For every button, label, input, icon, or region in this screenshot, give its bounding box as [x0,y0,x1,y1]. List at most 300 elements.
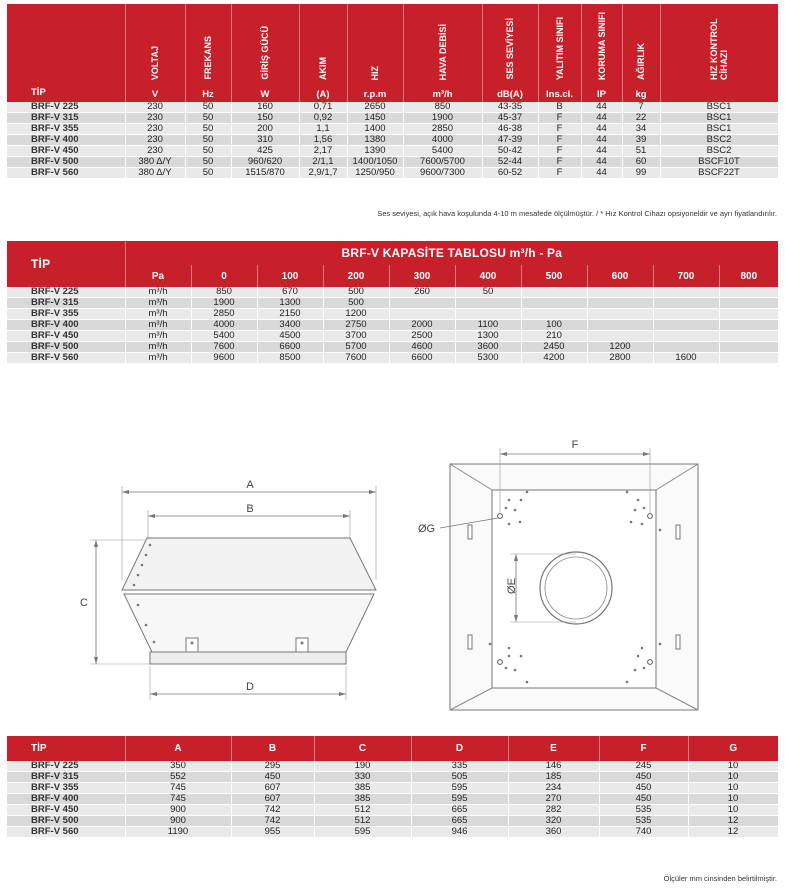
table-cell: 50 [185,102,231,113]
table-cell: 955 [231,827,314,838]
table-cell: 39 [622,135,660,146]
table-cell: 50 [455,287,521,298]
table-row [7,102,778,113]
table-row [7,146,778,157]
table-cell: 1900 [403,113,482,124]
table-cell: 5300 [455,353,521,364]
table-cell: 260 [389,287,455,298]
row-tip: BRF-V 560 [7,353,125,364]
pressure-header: 100 [257,265,323,287]
pressure-header: 700 [653,265,719,287]
table-cell: 1250/950 [347,168,403,179]
row-tip: BRF-V 315 [7,772,125,783]
table-cell: 8500 [257,353,323,364]
row-tip: BRF-V 355 [7,124,125,135]
table-cell: 3400 [257,320,323,331]
fan-body [124,594,374,652]
row-tip: BRF-V 500 [7,157,125,168]
table-cell: 5400 [191,331,257,342]
spec-table-body [7,102,778,179]
table-cell: 1380 [347,135,403,146]
side-view-drawing [90,486,376,700]
table-cell: 500 [323,287,389,298]
table-cell: 2000 [389,320,455,331]
table-cell: 450 [231,772,314,783]
table-cell: F [538,146,581,157]
table-row [7,157,778,168]
spec-unit: V [125,87,185,102]
table-cell: 50 [185,124,231,135]
table-cell: 7600 [191,342,257,353]
dimension-col-header: A [125,736,231,761]
table-cell [719,331,778,342]
table-cell: 2800 [587,353,653,364]
table-cell: F [538,135,581,146]
dimension-table [7,736,779,838]
pressure-header: 500 [521,265,587,287]
table-cell: F [538,124,581,135]
table-cell: 146 [508,761,599,772]
spec-col-header: GİRİŞ GÜCÜ [231,4,299,87]
table-cell: 946 [411,827,508,838]
table-cell: 450 [599,783,688,794]
table-cell: 1,1 [299,124,347,135]
table-cell: 282 [508,805,599,816]
capacity-tip-header: TİP [7,241,125,287]
spec-unit: Hz [185,87,231,102]
table-cell: 6600 [389,353,455,364]
table-cell: BSC2 [660,135,778,146]
table-cell: 50 [185,168,231,179]
table-cell: 99 [622,168,660,179]
table-row [7,761,778,772]
table-cell: 10 [688,783,778,794]
row-tip: BRF-V 450 [7,146,125,157]
table-cell: 535 [599,805,688,816]
table-row [7,135,778,146]
table-cell: 44 [581,157,622,168]
table-cell: 380 Δ/Y [125,157,185,168]
table-cell: 44 [581,168,622,179]
table-cell: 50-42 [482,146,538,157]
row-tip: BRF-V 500 [7,342,125,353]
table-cell: 230 [125,146,185,157]
table-cell: 50 [185,135,231,146]
table-row [7,331,778,342]
table-cell: 310 [231,135,299,146]
table-cell: 1100 [455,320,521,331]
table-cell: 1400 [347,124,403,135]
table-cell: 745 [125,794,231,805]
table-cell: 10 [688,761,778,772]
spec-col-header: KORUMA SINIFI [581,4,622,87]
table-row [7,783,778,794]
table-row [7,124,778,135]
table-cell [587,309,653,320]
table-cell: 512 [314,805,411,816]
row-tip: BRF-V 500 [7,816,125,827]
table-cell: 742 [231,805,314,816]
pressure-header: 200 [323,265,389,287]
table-cell: 595 [411,783,508,794]
table-cell: B [538,102,581,113]
capacity-title: BRF-V KAPASİTE TABLOSU m³/h - Pa [125,241,778,265]
row-tip: BRF-V 560 [7,168,125,179]
table-cell: 51 [622,146,660,157]
spec-col-header: AKIM [299,4,347,87]
table-cell: 7600 [323,353,389,364]
table-cell: 44 [581,135,622,146]
fan-base-plate [150,652,346,664]
table-cell: 2,17 [299,146,347,157]
dimension-tip-header: TİP [7,736,125,761]
row-tip: BRF-V 355 [7,309,125,320]
table-cell: 185 [508,772,599,783]
table-row [7,772,778,783]
table-cell: 50 [185,157,231,168]
table-cell: F [538,168,581,179]
table-cell: 5700 [323,342,389,353]
table-cell [719,342,778,353]
table-cell: 0,92 [299,113,347,124]
label-d: D [246,681,254,693]
row-unit: m³/h [125,320,191,331]
table-cell: 1190 [125,827,231,838]
row-unit: m³/h [125,331,191,342]
table-cell: 0,71 [299,102,347,113]
table-row [7,320,778,331]
table-cell [653,309,719,320]
units-note: Ölçüler mm cinsinden belirtilmiştir. [663,874,777,883]
row-unit: m³/h [125,298,191,309]
table-cell: 1600 [653,353,719,364]
table-cell: 335 [411,761,508,772]
table-cell: 1515/870 [231,168,299,179]
row-tip: BRF-V 560 [7,827,125,838]
table-cell: BSCF10T [660,157,778,168]
table-cell: 7600/5700 [403,157,482,168]
table-cell [587,331,653,342]
table-row [7,298,778,309]
row-tip: BRF-V 450 [7,805,125,816]
table-cell: 7 [622,102,660,113]
table-cell: 330 [314,772,411,783]
spec-unit: kg [622,87,660,102]
dimension-col-header: F [599,736,688,761]
table-cell: 44 [581,146,622,157]
table-cell: 900 [125,816,231,827]
table-cell: 552 [125,772,231,783]
table-cell [521,287,587,298]
table-cell: 6600 [257,342,323,353]
row-unit: m³/h [125,287,191,298]
table-row [7,827,778,838]
table-cell: 270 [508,794,599,805]
table-cell: BSC1 [660,124,778,135]
label-e: ØE [506,578,518,594]
spec-unit: W [231,87,299,102]
table-cell: 2650 [347,102,403,113]
table-cell: 505 [411,772,508,783]
table-cell: 44 [581,124,622,135]
table-cell: 2750 [323,320,389,331]
label-b: B [246,503,254,515]
table-cell: 607 [231,794,314,805]
table-cell: 745 [125,783,231,794]
table-cell [719,287,778,298]
spec-unit: (A) [299,87,347,102]
table-cell: 960/620 [231,157,299,168]
table-cell: 200 [231,124,299,135]
spec-col-header: HIZ KONTROL CİHAZI [709,18,730,80]
row-tip: BRF-V 400 [7,320,125,331]
label-a: A [246,479,254,491]
table-cell: 4000 [403,135,482,146]
dimension-col-header: D [411,736,508,761]
table-cell: 5400 [403,146,482,157]
table-cell [653,342,719,353]
label-f: F [571,439,579,451]
table-cell: 230 [125,102,185,113]
dimension-table-body [7,761,778,838]
table-cell: 450 [599,772,688,783]
table-cell: 60 [622,157,660,168]
row-unit: m³/h [125,353,191,364]
table-cell: 9600 [191,353,257,364]
pressure-header: 300 [389,265,455,287]
label-c: C [80,597,88,609]
table-cell: 230 [125,113,185,124]
table-cell: BSC2 [660,146,778,157]
spec-unit: m³/h [403,87,482,102]
table-cell: 742 [231,816,314,827]
table-cell [719,353,778,364]
table-cell [719,320,778,331]
row-tip: BRF-V 450 [7,331,125,342]
table-cell: 1300 [455,331,521,342]
sound-level-note: Ses seviyesi, açık hava koşulunda 4-10 m mesafede ölçülmüştür. / * Hız Kontrol Cihazı opsiyoneldir ve ayrı fiyatlandırılır. [377,209,777,218]
table-cell: 2,9/1,7 [299,168,347,179]
table-cell: 43-35 [482,102,538,113]
table-cell: 4500 [257,331,323,342]
table-cell [455,298,521,309]
row-tip: BRF-V 355 [7,783,125,794]
table-cell: 2450 [521,342,587,353]
row-unit: m³/h [125,309,191,320]
table-cell: 512 [314,816,411,827]
table-cell: 3600 [455,342,521,353]
table-cell [719,309,778,320]
table-row [7,113,778,124]
table-cell: 47-39 [482,135,538,146]
table-cell [389,298,455,309]
row-tip: BRF-V 225 [7,102,125,113]
table-cell: 2/1,1 [299,157,347,168]
table-cell: 595 [314,827,411,838]
table-cell: 2150 [257,309,323,320]
table-cell: 1,56 [299,135,347,146]
spec-col-header: HAVA DEBİSİ [403,4,482,87]
table-cell: 1200 [323,309,389,320]
table-cell: 45-37 [482,113,538,124]
table-row [7,342,778,353]
table-row [7,309,778,320]
table-cell: 3700 [323,331,389,342]
table-cell: 425 [231,146,299,157]
table-cell: 44 [581,113,622,124]
row-unit: m³/h [125,342,191,353]
table-cell: F [538,113,581,124]
table-cell: 670 [257,287,323,298]
table-cell: 44 [581,102,622,113]
capacity-table [7,241,779,364]
table-row [7,353,778,364]
table-cell [653,320,719,331]
spec-tip-header: TİP [7,4,125,102]
table-cell: 1300 [257,298,323,309]
table-row [7,287,778,298]
table-cell: 380 Δ/Y [125,168,185,179]
table-cell: 22 [622,113,660,124]
table-cell: 50 [185,113,231,124]
table-cell: 595 [411,794,508,805]
capacity-table-body [7,287,778,364]
table-cell [521,298,587,309]
table-cell: 34 [622,124,660,135]
spec-col-header: HIZ [347,4,403,87]
table-cell: 1390 [347,146,403,157]
table-cell: 500 [323,298,389,309]
table-cell: 385 [314,783,411,794]
table-cell [719,298,778,309]
row-tip: BRF-V 225 [7,287,125,298]
table-row [7,805,778,816]
label-g: ØG [418,523,436,535]
table-cell: 4600 [389,342,455,353]
table-row [7,816,778,827]
table-row [7,794,778,805]
table-cell: 60-52 [482,168,538,179]
table-row [7,168,778,179]
table-cell: 350 [125,761,231,772]
table-cell: 4000 [191,320,257,331]
table-cell [521,309,587,320]
table-cell: 320 [508,816,599,827]
table-cell: 850 [403,102,482,113]
spec-unit: dB(A) [482,87,538,102]
table-cell: 46-38 [482,124,538,135]
table-cell: 665 [411,816,508,827]
table-cell [653,331,719,342]
dimension-col-header: B [231,736,314,761]
table-cell: 295 [231,761,314,772]
pressure-header: 800 [740,270,758,282]
table-cell: 450 [599,794,688,805]
table-cell: 607 [231,783,314,794]
table-cell: F [538,157,581,168]
table-cell [587,320,653,331]
table-cell [587,298,653,309]
table-cell: 900 [125,805,231,816]
spec-unit [660,87,778,102]
fan-hood [122,538,376,590]
spec-col-header: YALITIM SINIFI [538,4,581,87]
table-cell: 190 [314,761,411,772]
table-cell: 52-44 [482,157,538,168]
row-tip: BRF-V 400 [7,135,125,146]
spec-col-header: VOLTAJ [125,4,185,87]
table-cell: 10 [688,772,778,783]
row-tip: BRF-V 315 [7,298,125,309]
fan-dimension-drawing [0,430,785,730]
pressure-header: 400 [455,265,521,287]
pressure-header: 0 [191,265,257,287]
table-cell: 230 [125,124,185,135]
table-cell: 9600/7300 [403,168,482,179]
table-cell: 245 [599,761,688,772]
table-cell: 50 [185,146,231,157]
table-cell: 4200 [521,353,587,364]
pa-label: Pa [125,265,191,287]
pressure-header: 600 [587,265,653,287]
table-cell: 385 [314,794,411,805]
dimension-col-header: E [508,736,599,761]
table-cell: BSC1 [660,102,778,113]
table-cell [653,287,719,298]
spec-unit: IP [581,87,622,102]
table-cell: 210 [521,331,587,342]
table-cell: 665 [411,805,508,816]
table-cell: BSC1 [660,113,778,124]
table-cell: 12 [688,827,778,838]
dimension-col-header: C [314,736,411,761]
table-cell: 234 [508,783,599,794]
row-tip: BRF-V 225 [7,761,125,772]
table-cell: 1450 [347,113,403,124]
table-cell: 100 [521,320,587,331]
table-cell: 2850 [403,124,482,135]
spec-col-header: FREKANS [185,4,231,87]
row-tip: BRF-V 315 [7,113,125,124]
table-cell: 160 [231,102,299,113]
table-cell: 1400/1050 [347,157,403,168]
spec-col-header: AĞIRLIK [622,4,660,87]
row-tip: BRF-V 400 [7,794,125,805]
table-cell: 2500 [389,331,455,342]
table-cell: 230 [125,135,185,146]
table-cell: 2850 [191,309,257,320]
spec-unit: r.p.m [347,87,403,102]
spec-col-header: SES SEVİYESİ [482,4,538,87]
table-cell [389,309,455,320]
table-cell: BSCF22T [660,168,778,179]
dimension-col-header: G [729,743,738,754]
table-cell: 360 [508,827,599,838]
table-cell: 10 [688,794,778,805]
spec-table [7,4,779,179]
table-cell: 12 [688,816,778,827]
table-cell: 1900 [191,298,257,309]
table-cell: 150 [231,113,299,124]
table-cell: 850 [191,287,257,298]
table-cell: 1200 [587,342,653,353]
table-cell: 535 [599,816,688,827]
table-cell [587,287,653,298]
table-cell [455,309,521,320]
table-cell [653,298,719,309]
top-view-drawing [440,448,698,710]
table-cell: 10 [688,805,778,816]
